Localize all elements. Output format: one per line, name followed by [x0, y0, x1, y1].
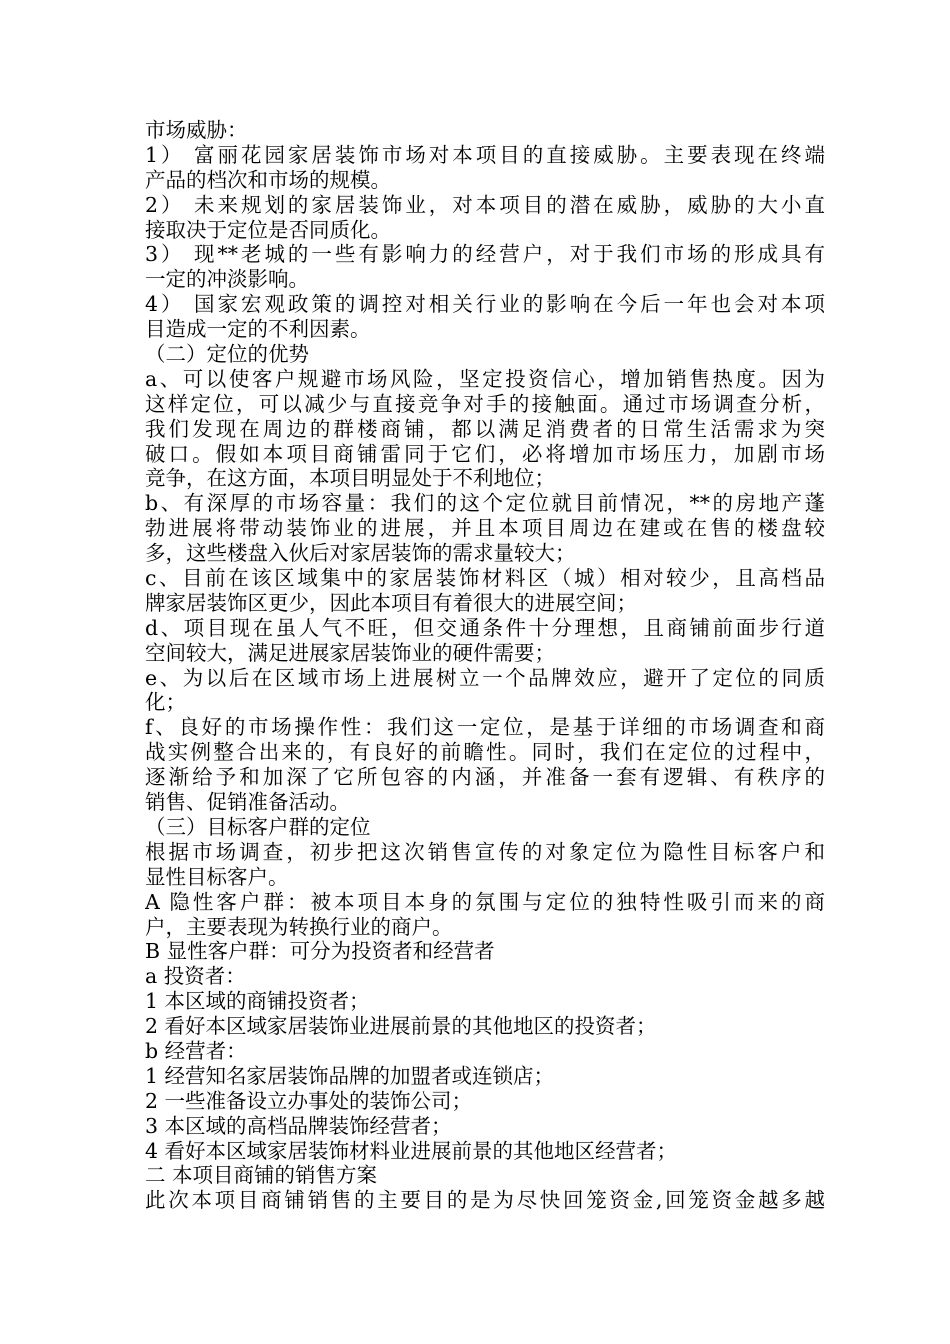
text-line: 1） 富丽花园家居装饰市场对本项目的直接威胁。主要表现在终端: [145, 142, 825, 167]
text-line: 根据市场调查，初步把这次销售宣传的对象定位为隐性目标客户和: [145, 839, 825, 864]
text-line: 1 经营知名家居装饰品牌的加盟者或连锁店；: [145, 1063, 555, 1088]
text-line: 户，主要表现为转换行业的商户。: [145, 914, 453, 939]
text-line: 破口。假如本项目商铺雷同于它们，必将增加市场压力，加剧市场: [145, 441, 825, 466]
text-line: 4） 国家宏观政策的调控对相关行业的影响在今后一年也会对本项: [145, 292, 825, 317]
text-line: 我们发现在周边的群楼商铺，都以满足消费者的日常生活需求为突: [145, 416, 825, 441]
document-body: [145, 118, 825, 1213]
text-line: B 显性客户群：可分为投资者和经营者: [145, 939, 495, 964]
text-line: 1 本区域的商铺投资者；: [145, 989, 370, 1014]
section-heading: （三）目标客户群的定位: [145, 814, 371, 839]
text-line: 接取决于定位是否同质化。: [145, 217, 391, 242]
text-line: b 经营者：: [145, 1038, 247, 1063]
text-line: 2 看好本区域家居装饰业进展前景的其他地区的投资者；: [145, 1014, 657, 1039]
text-line: c、目前在该区域集中的家居装饰材料区（城）相对较少，且高档品: [145, 566, 825, 591]
text-line: 显性目标客户。: [145, 864, 289, 889]
text-line: a 投资者：: [145, 964, 246, 989]
section-heading: （二）定位的优势: [145, 342, 309, 367]
text-line: 2 一些准备设立办事处的装饰公司；: [145, 1088, 473, 1113]
text-line: 勃进展将带动装饰业的进展，并且本项目周边在建或在售的楼盘较: [145, 516, 825, 541]
text-line: 战实例整合出来的，有良好的前瞻性。同时，我们在定位的过程中，: [145, 740, 825, 765]
text-line: 竞争，在这方面，本项目明显处于不利地位；: [145, 466, 555, 491]
text-line: 销售、促销准备活动。: [145, 790, 350, 815]
text-line: 市场威胁：: [145, 118, 248, 142]
text-line: a、可以使客户规避市场风险，坚定投资信心，增加销售热度。因为: [145, 366, 825, 391]
text-line: e、为以后在区域市场上进展树立一个品牌效应，避开了定位的同质: [145, 665, 825, 690]
text-line: 牌家居装饰区更少，因此本项目有着很大的进展空间；: [145, 590, 637, 615]
text-line: 4 看好本区域家居装饰材料业进展前景的其他地区经营者；: [145, 1138, 678, 1163]
text-line: 多，这些楼盘入伙后对家居装饰的需求量较大；: [145, 541, 576, 566]
text-line: 化；: [145, 690, 186, 715]
text-line: 2） 未来规划的家居装饰业，对本项目的潜在威胁，威胁的大小直: [145, 192, 825, 217]
text-line: 产品的档次和市场的规模。: [145, 167, 391, 192]
text-line: 一定的冲淡影响。: [145, 267, 309, 292]
text-line: b、有深厚的市场容量：我们的这个定位就目前情况，**的房地产蓬: [145, 491, 825, 516]
text-line: 这样定位，可以减少与直接竞争对手的接触面。通过市场调查分析，: [145, 391, 825, 416]
text-line: 目造成一定的不利因素。: [145, 317, 371, 342]
text-line: 此次本项目商铺销售的主要目的是为尽快回笼资金,回笼资金越多越: [145, 1188, 825, 1213]
text-line: f、良好的市场操作性：我们这一定位，是基于详细的市场调查和商: [145, 715, 825, 740]
text-line: d、项目现在虽人气不旺，但交通条件十分理想，且商铺前面步行道: [145, 615, 825, 640]
text-line: 逐渐给予和加深了它所包容的内涵，并准备一套有逻辑、有秩序的: [145, 765, 825, 790]
section-heading: 二 本项目商铺的销售方案: [145, 1163, 378, 1188]
text-line: A 隐性客户群：被本项目本身的氛围与定位的独特性吸引而来的商: [145, 889, 825, 914]
text-line: 空间较大，满足进展家居装饰业的硬件需要；: [145, 640, 555, 665]
text-line: 3 本区域的高档品牌装饰经营者；: [145, 1113, 452, 1138]
text-line: 3） 现**老城的一些有影响力的经营户，对于我们市场的形成具有: [145, 242, 825, 267]
